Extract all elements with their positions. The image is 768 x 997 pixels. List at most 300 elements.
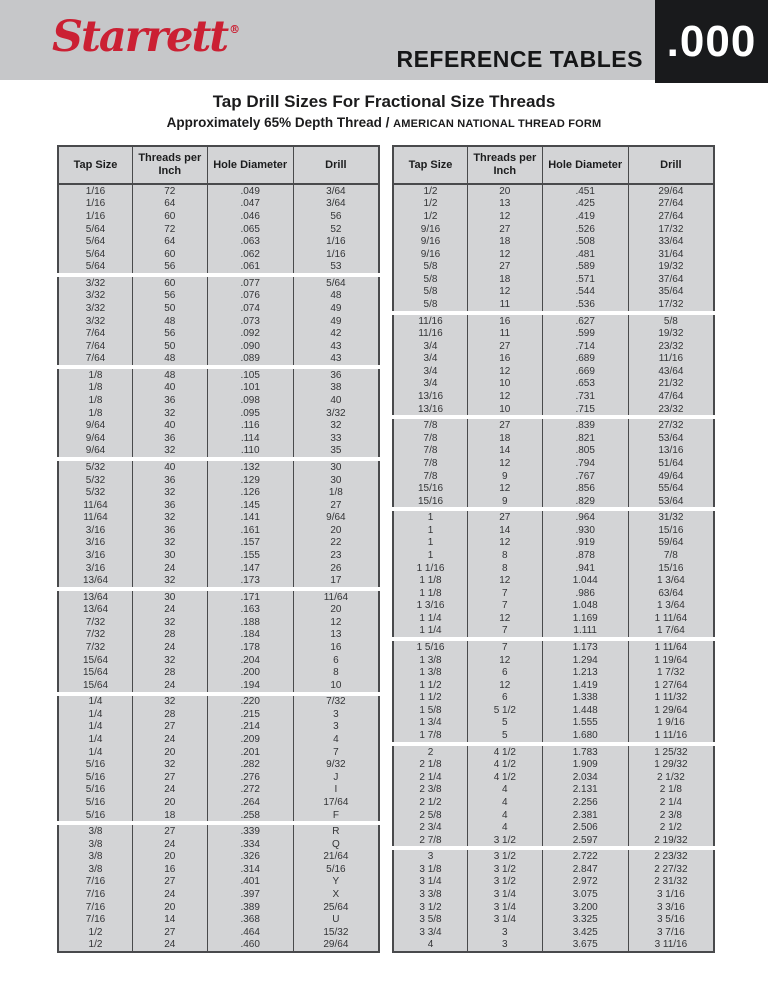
table-cell: 27 bbox=[133, 825, 208, 838]
table-cell: 49/64 bbox=[658, 470, 684, 482]
table-cell: .188 bbox=[208, 616, 294, 629]
table-cell: 7/32 bbox=[59, 616, 133, 629]
table-cell: 3/16 bbox=[59, 549, 133, 562]
table-cell: 9/64 bbox=[326, 512, 346, 524]
table-cell: 36 bbox=[330, 369, 342, 381]
table-cell: 24 bbox=[133, 784, 208, 797]
table-cell: 40 bbox=[133, 382, 208, 395]
tables-area bbox=[57, 145, 715, 953]
table-row bbox=[59, 876, 378, 889]
table-cell: .669 bbox=[543, 365, 629, 378]
table-cell: 15/16 bbox=[394, 495, 468, 508]
table-cell: .220 bbox=[208, 696, 294, 709]
table-row bbox=[59, 796, 378, 809]
table-cell: 1 3/8 bbox=[394, 666, 468, 679]
table-cell: .272 bbox=[208, 784, 294, 797]
table-row bbox=[59, 369, 378, 382]
table-cell: 4 bbox=[468, 809, 543, 822]
table-cell: 1.419 bbox=[543, 679, 629, 692]
table-cell: .101 bbox=[208, 382, 294, 395]
table-row bbox=[394, 378, 713, 391]
table-row bbox=[59, 809, 378, 822]
table-cell: 1 1/16 bbox=[394, 562, 468, 575]
table-cell: .627 bbox=[543, 315, 629, 328]
table-row bbox=[59, 499, 378, 512]
table-cell: 26 bbox=[330, 562, 342, 574]
table-cell: 3 bbox=[468, 939, 543, 952]
table-row bbox=[59, 290, 378, 303]
table-cell: 8 bbox=[468, 549, 543, 562]
table-cell: 1 bbox=[394, 511, 468, 524]
table-cell: .451 bbox=[543, 185, 629, 198]
table-cell: 2 1/4 bbox=[394, 771, 468, 784]
table-row bbox=[59, 574, 378, 587]
table-cell: 2 3/8 bbox=[659, 809, 682, 821]
table-cell: 3 1/16 bbox=[656, 889, 685, 900]
table-row bbox=[394, 210, 713, 223]
row-group bbox=[392, 850, 715, 953]
table-cell: 9 bbox=[468, 470, 543, 483]
table-cell: 23 bbox=[330, 549, 342, 561]
table-row bbox=[394, 600, 713, 613]
table-cell: 40 bbox=[133, 419, 208, 432]
table-cell: 49 bbox=[330, 302, 342, 314]
table-cell: 19/32 bbox=[658, 328, 684, 340]
table-cell: 2.847 bbox=[543, 863, 629, 876]
table-cell: 1/4 bbox=[59, 696, 133, 709]
table-cell: 8 bbox=[468, 562, 543, 575]
table-cell: 3/16 bbox=[59, 562, 133, 575]
table-row bbox=[59, 549, 378, 562]
row-group bbox=[392, 315, 715, 416]
table-cell: 3 5/8 bbox=[394, 913, 468, 926]
table-cell: 3/32 bbox=[59, 302, 133, 315]
table-cell: 1/4 bbox=[59, 733, 133, 746]
table-cell: 5/16 bbox=[326, 863, 346, 875]
table-cell: 9/16 bbox=[394, 223, 468, 236]
table-cell: .215 bbox=[208, 708, 294, 721]
table-cell: 27 bbox=[330, 499, 342, 511]
table-row bbox=[59, 666, 378, 679]
table-cell: 15/16 bbox=[394, 482, 468, 495]
table-cell: 60 bbox=[133, 248, 208, 261]
table-cell: 3/32 bbox=[59, 277, 133, 290]
table-cell: 1 1/2 bbox=[394, 679, 468, 692]
table-cell: 7/64 bbox=[59, 353, 133, 366]
table-cell: .073 bbox=[208, 315, 294, 328]
table-cell: 3 1/2 bbox=[468, 876, 543, 889]
table-cell: 9/64 bbox=[59, 445, 133, 458]
table-cell: 1.048 bbox=[543, 600, 629, 613]
table-row bbox=[394, 235, 713, 248]
table-cell: .163 bbox=[208, 604, 294, 617]
table-cell: 13/64 bbox=[59, 604, 133, 617]
table-cell: 16 bbox=[468, 315, 543, 328]
table-cell: 1/16 bbox=[326, 248, 346, 260]
table-cell: 32 bbox=[330, 420, 342, 432]
table-row bbox=[394, 403, 713, 416]
table-cell: 2 1/8 bbox=[659, 784, 682, 796]
table-cell: 27 bbox=[468, 223, 543, 236]
table-cell: 32 bbox=[133, 407, 208, 420]
table-cell: 18 bbox=[468, 273, 543, 286]
table-cell: .141 bbox=[208, 511, 294, 524]
table-cell: 1 bbox=[394, 537, 468, 550]
table-cell: 10 bbox=[330, 679, 342, 691]
table-cell: 12 bbox=[468, 248, 543, 261]
table-cell: 1/2 bbox=[394, 210, 468, 223]
table-cell: .062 bbox=[208, 248, 294, 261]
table-cell: 32 bbox=[133, 696, 208, 709]
table-cell: 5 bbox=[468, 729, 543, 742]
table-row bbox=[59, 419, 378, 432]
table-cell: 1 5/16 bbox=[394, 641, 468, 654]
table-row bbox=[394, 445, 713, 458]
table-cell: 32 bbox=[133, 616, 208, 629]
row-group bbox=[392, 419, 715, 507]
table-cell: 5/64 bbox=[59, 223, 133, 236]
table-cell: .089 bbox=[208, 353, 294, 366]
table-cell: 43 bbox=[330, 340, 342, 352]
table-row bbox=[59, 198, 378, 211]
table-cell: .145 bbox=[208, 499, 294, 512]
table-cell: 1 19/64 bbox=[654, 654, 688, 666]
table-cell: 16 bbox=[133, 863, 208, 876]
table-cell: 29/64 bbox=[658, 185, 684, 197]
table-cell: 13 bbox=[330, 629, 342, 641]
table-cell: .194 bbox=[208, 679, 294, 692]
table-cell: 7/16 bbox=[59, 913, 133, 926]
table-row bbox=[59, 474, 378, 487]
table-row bbox=[394, 876, 713, 889]
table-row bbox=[394, 913, 713, 926]
table-cell: 11/64 bbox=[323, 591, 349, 603]
row-group bbox=[392, 185, 715, 311]
table-cell: 5 bbox=[468, 717, 543, 730]
table-cell: .161 bbox=[208, 524, 294, 537]
table-row bbox=[394, 482, 713, 495]
table-cell: 24 bbox=[133, 604, 208, 617]
table-cell: 3/8 bbox=[59, 850, 133, 863]
table-cell: 1 bbox=[394, 524, 468, 537]
table-cell: 2 bbox=[394, 746, 468, 759]
table-cell: .184 bbox=[208, 629, 294, 642]
table-cell: .065 bbox=[208, 223, 294, 236]
table-cell: 2 27/32 bbox=[654, 863, 688, 875]
table-cell: 3 3/4 bbox=[394, 926, 468, 939]
table-cell: 7/8 bbox=[394, 445, 468, 458]
table-cell: 72 bbox=[133, 223, 208, 236]
table-cell: 12 bbox=[468, 457, 543, 470]
table-row bbox=[59, 407, 378, 420]
table-row bbox=[59, 641, 378, 654]
column-header-hole-diameter: Hole Diameter bbox=[208, 147, 294, 183]
table-cell: .401 bbox=[208, 876, 294, 889]
table-row bbox=[394, 353, 713, 366]
table-cell: 7/16 bbox=[59, 888, 133, 901]
table-cell: 3 7/16 bbox=[656, 926, 685, 938]
table-cell: 32 bbox=[133, 758, 208, 771]
table-cell: .063 bbox=[208, 235, 294, 248]
table-cell: .126 bbox=[208, 486, 294, 499]
table-cell: 1 7/64 bbox=[656, 625, 685, 637]
table-cell: 23/32 bbox=[658, 340, 684, 352]
table-row bbox=[394, 679, 713, 692]
row-group bbox=[57, 591, 380, 692]
table-row bbox=[59, 524, 378, 537]
table-cell: 24 bbox=[133, 679, 208, 692]
table-cell: 1/16 bbox=[59, 210, 133, 223]
table-cell: 1/2 bbox=[394, 198, 468, 211]
table-row bbox=[394, 641, 713, 654]
table-cell: 7/8 bbox=[394, 419, 468, 432]
table-cell: 15/64 bbox=[59, 654, 133, 667]
table-cell: .110 bbox=[208, 445, 294, 458]
row-group bbox=[57, 185, 380, 273]
table-cell: 3.075 bbox=[543, 888, 629, 901]
table-cell: 48 bbox=[133, 369, 208, 382]
table-cell: 7/8 bbox=[663, 549, 678, 561]
table-cell: 12 bbox=[468, 210, 543, 223]
table-cell: 1/8 bbox=[59, 394, 133, 407]
table-cell: 2.381 bbox=[543, 809, 629, 822]
table-row bbox=[394, 198, 713, 211]
table-row bbox=[394, 784, 713, 797]
table-cell: 24 bbox=[133, 838, 208, 851]
table-cell: 60 bbox=[133, 277, 208, 290]
table-row bbox=[394, 863, 713, 876]
table-cell: X bbox=[332, 889, 340, 900]
table-cell: 5/8 bbox=[394, 260, 468, 273]
table-row bbox=[59, 260, 378, 273]
table-cell: .116 bbox=[208, 419, 294, 432]
table-cell: 2 1/4 bbox=[659, 796, 682, 808]
table-cell: .794 bbox=[543, 457, 629, 470]
table-cell: 7 bbox=[468, 587, 543, 600]
table-cell: 14 bbox=[468, 445, 543, 458]
column-header-drill: Drill bbox=[325, 158, 347, 171]
table-row bbox=[59, 248, 378, 261]
table-cell: 4 bbox=[333, 734, 339, 746]
table-row bbox=[59, 210, 378, 223]
table-cell: 33 bbox=[330, 432, 342, 444]
table-row bbox=[394, 888, 713, 901]
table-cell: 32 bbox=[133, 537, 208, 550]
table-cell: 1/4 bbox=[59, 721, 133, 734]
table-cell: .076 bbox=[208, 290, 294, 303]
table-cell: .098 bbox=[208, 394, 294, 407]
table-cell: 49 bbox=[330, 315, 342, 327]
table-cell: 6 bbox=[468, 666, 543, 679]
table-cell: 30 bbox=[330, 474, 342, 486]
table-cell: 7/64 bbox=[59, 327, 133, 340]
table-cell: 72 bbox=[133, 185, 208, 198]
brand-band bbox=[0, 0, 768, 80]
table-cell: 21/32 bbox=[658, 378, 684, 390]
table-cell: 5/16 bbox=[59, 809, 133, 822]
table-cell: 7/16 bbox=[59, 901, 133, 914]
table-cell: 1/16 bbox=[326, 236, 346, 248]
table-cell: 17/64 bbox=[323, 796, 349, 808]
table-cell: 40 bbox=[330, 395, 342, 407]
table-cell: 1 1/8 bbox=[394, 587, 468, 600]
table-row bbox=[394, 796, 713, 809]
starrett-logo bbox=[52, 12, 241, 62]
table-row bbox=[59, 185, 378, 198]
table-row bbox=[394, 692, 713, 705]
table-row bbox=[59, 562, 378, 575]
table-cell: .114 bbox=[208, 432, 294, 445]
table-cell: 2 3/4 bbox=[394, 821, 468, 834]
table-cell: 2 7/8 bbox=[394, 834, 468, 847]
table-cell: 1/4 bbox=[59, 708, 133, 721]
table-row bbox=[59, 277, 378, 290]
table-cell: 7/8 bbox=[394, 470, 468, 483]
table-row bbox=[59, 939, 378, 952]
table-cell: 30 bbox=[330, 461, 342, 473]
table-row bbox=[394, 365, 713, 378]
table-cell: .389 bbox=[208, 901, 294, 914]
table-row bbox=[59, 235, 378, 248]
table-row bbox=[394, 432, 713, 445]
table-cell: 23/32 bbox=[658, 403, 684, 415]
table-cell: 9/16 bbox=[394, 248, 468, 261]
table-cell: 20 bbox=[468, 185, 543, 198]
table-cell: 11/16 bbox=[658, 353, 684, 365]
table-cell: 1/8 bbox=[328, 487, 343, 499]
table-cell: 17/32 bbox=[658, 298, 684, 310]
table-cell: 2.131 bbox=[543, 784, 629, 797]
table-cell: .731 bbox=[543, 390, 629, 403]
section-code-box bbox=[655, 0, 768, 83]
table-cell: 3 bbox=[468, 926, 543, 939]
table-cell: 1 11/64 bbox=[654, 612, 688, 624]
table-cell: 63/64 bbox=[658, 587, 684, 599]
table-cell: 64 bbox=[133, 235, 208, 248]
table-cell: 13/64 bbox=[59, 574, 133, 587]
registered-trademark-symbol: ® bbox=[229, 23, 241, 36]
table-cell: 5/8 bbox=[394, 298, 468, 311]
table-cell: 27 bbox=[133, 721, 208, 734]
row-group bbox=[57, 369, 380, 457]
table-cell: 5/16 bbox=[59, 796, 133, 809]
table-row bbox=[59, 486, 378, 499]
table-cell: 5/64 bbox=[59, 248, 133, 261]
table-cell: 1 1/4 bbox=[394, 612, 468, 625]
table-cell: 15/64 bbox=[59, 666, 133, 679]
table-cell: 2 3/8 bbox=[394, 784, 468, 797]
table-cell: 18 bbox=[468, 235, 543, 248]
table-row bbox=[59, 863, 378, 876]
drill-table-left bbox=[57, 145, 380, 953]
table-row bbox=[394, 939, 713, 952]
table-cell: 3/4 bbox=[394, 353, 468, 366]
table-cell: .171 bbox=[208, 591, 294, 604]
table-cell: .526 bbox=[543, 223, 629, 236]
table-cell: 7 bbox=[468, 600, 543, 613]
table-cell: Y bbox=[332, 876, 340, 888]
table-cell: 4 1/2 bbox=[468, 771, 543, 784]
table-cell: 1.294 bbox=[543, 654, 629, 667]
table-cell: 3 bbox=[333, 708, 339, 720]
table-cell: 14 bbox=[133, 913, 208, 926]
table-cell: 1 5/8 bbox=[394, 704, 468, 717]
table-cell: .715 bbox=[543, 403, 629, 416]
table-cell: .919 bbox=[543, 537, 629, 550]
table-cell: 7 bbox=[333, 746, 339, 758]
column-header-hole-diameter: Hole Diameter bbox=[543, 147, 629, 183]
table-cell: .047 bbox=[208, 198, 294, 211]
table-row bbox=[59, 708, 378, 721]
table-cell: 3/32 bbox=[59, 290, 133, 303]
table-row bbox=[59, 591, 378, 604]
table-cell: .419 bbox=[543, 210, 629, 223]
table-cell: 2.972 bbox=[543, 876, 629, 889]
table-cell: .258 bbox=[208, 809, 294, 822]
table-cell: J bbox=[333, 771, 339, 783]
table-cell: 13/16 bbox=[394, 403, 468, 416]
table-cell: 15/32 bbox=[323, 926, 349, 938]
row-group bbox=[392, 511, 715, 637]
table-cell: 5/64 bbox=[59, 235, 133, 248]
table-cell: 20 bbox=[133, 796, 208, 809]
drill-table-right bbox=[392, 145, 715, 953]
title-block bbox=[0, 92, 768, 130]
table-cell: 5/32 bbox=[59, 486, 133, 499]
table-row bbox=[394, 717, 713, 730]
starrett-logo-text: Starrett bbox=[52, 12, 228, 62]
reference-tables-label: REFERENCE TABLES bbox=[396, 46, 643, 72]
table-cell: 27 bbox=[468, 511, 543, 524]
table-row bbox=[59, 394, 378, 407]
table-row bbox=[394, 729, 713, 742]
table-cell: .132 bbox=[208, 461, 294, 474]
table-row bbox=[394, 327, 713, 340]
table-cell: 56 bbox=[133, 260, 208, 273]
table-cell: .536 bbox=[543, 298, 629, 311]
table-cell: 4 bbox=[468, 821, 543, 834]
table-cell: 12 bbox=[468, 482, 543, 495]
table-cell: 20 bbox=[133, 746, 208, 759]
table-row bbox=[394, 654, 713, 667]
table-cell: 12 bbox=[468, 537, 543, 550]
table-cell: 3 1/2 bbox=[468, 863, 543, 876]
table-row bbox=[394, 495, 713, 508]
table-cell: 36 bbox=[133, 432, 208, 445]
table-cell: .204 bbox=[208, 654, 294, 667]
table-cell: .173 bbox=[208, 574, 294, 587]
table-row bbox=[394, 524, 713, 537]
table-cell: 16 bbox=[330, 642, 342, 654]
table-cell: 5/16 bbox=[59, 771, 133, 784]
table-cell: 59/64 bbox=[658, 537, 684, 549]
table-cell: .157 bbox=[208, 537, 294, 550]
table-cell: 12 bbox=[468, 365, 543, 378]
table-row bbox=[394, 298, 713, 311]
table-cell: 64 bbox=[133, 198, 208, 211]
table-cell: 36 bbox=[133, 524, 208, 537]
table-cell: 27/32 bbox=[658, 420, 684, 432]
table-cell: .314 bbox=[208, 863, 294, 876]
table-cell: 1/8 bbox=[59, 382, 133, 395]
table-cell: 53 bbox=[330, 261, 342, 273]
table-cell: 7/32 bbox=[59, 641, 133, 654]
table-cell: .930 bbox=[543, 524, 629, 537]
row-group bbox=[57, 825, 380, 953]
table-cell: .276 bbox=[208, 771, 294, 784]
table-cell: 1 11/32 bbox=[654, 692, 688, 704]
table-body bbox=[57, 185, 380, 953]
